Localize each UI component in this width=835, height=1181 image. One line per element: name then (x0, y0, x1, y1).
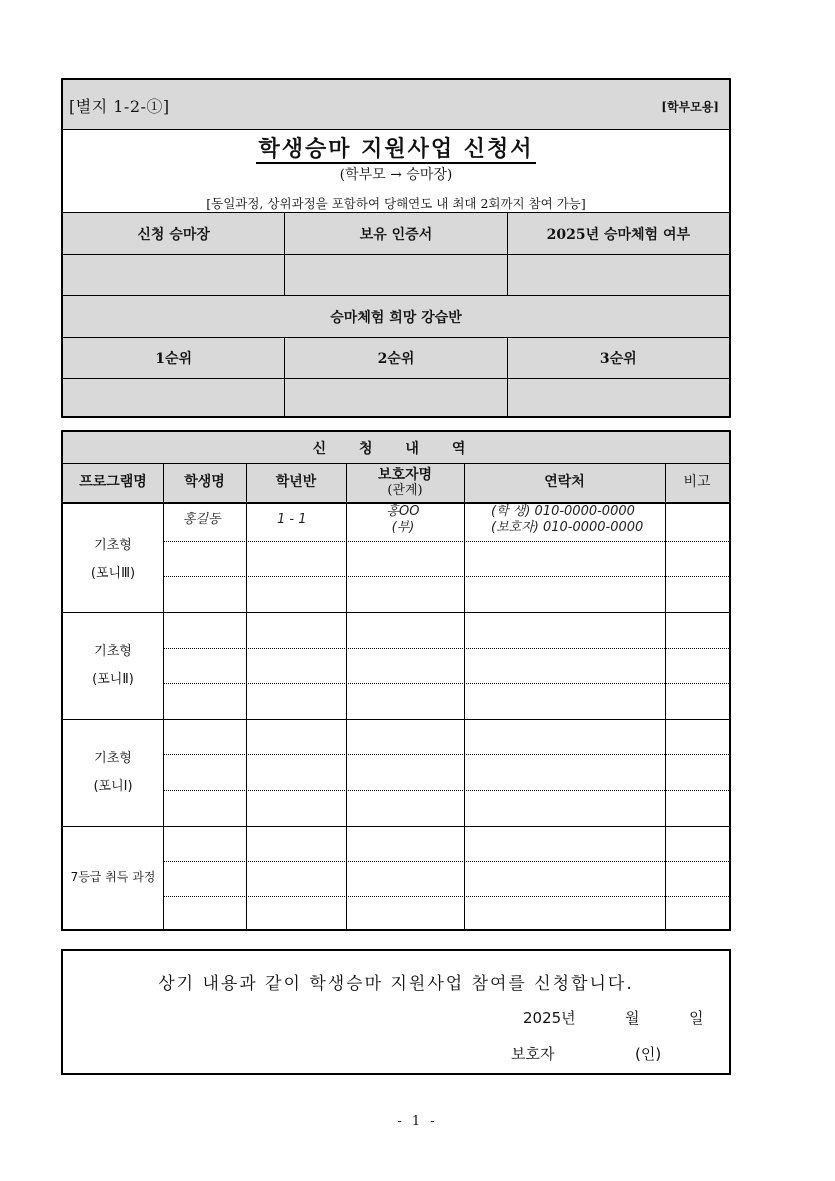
page-subtitle: (학부모 → 승마장) (339, 167, 453, 183)
page-title: 학생승마 지원사업 신청서 (258, 136, 534, 162)
col-guardian-relation: (관계) (387, 482, 423, 498)
riding-center-field[interactable] (63, 255, 284, 295)
application-table-inputs (63, 254, 729, 295)
example-student: 홍길동 (183, 512, 221, 527)
example-guardian: 홍OO (부) (386, 504, 420, 535)
program-group-1: 기초형 (포니Ⅲ) (90, 538, 136, 581)
audience-tag: [학부모용] (661, 100, 719, 114)
experience-field[interactable] (507, 255, 729, 295)
header-certificate: 보유 인증서 (284, 213, 506, 254)
example-contact: (학 생) 010-0000-0000 (보호자) 010-0000-0000 (491, 504, 644, 535)
program-group-3: 기초형 (포니Ⅰ) (93, 751, 133, 794)
header-riding-center: 신청 승마장 (137, 226, 210, 243)
rank-3-header: 3순위 (507, 338, 729, 378)
details-title: 신 청 내 역 (63, 432, 729, 464)
col-contact: 연락처 (464, 464, 665, 504)
application-header-section (61, 78, 731, 418)
rank-header-row (63, 337, 729, 378)
col-guardian-name: 보호자명 (377, 467, 433, 484)
application-table-header (63, 212, 729, 254)
participation-notice: [동일과정, 상위과정을 포함하여 당해연도 내 최대 2회까지 참여 가능] (206, 196, 586, 211)
program-group-4: 7등급 취득 과정 (70, 870, 156, 884)
declaration-section (61, 949, 731, 1075)
declaration-text: 상기 내용과 같이 학생승마 지원사업 참여를 신청합니다. (158, 974, 634, 994)
declaration-day: 일 (689, 1009, 704, 1027)
header-experience-2025: 2025년 승마체험 여부 (507, 213, 729, 254)
col-guardian (346, 464, 464, 504)
preferred-class-title-row (63, 295, 729, 337)
rank-1-field[interactable] (63, 379, 284, 416)
program-group-2: 기초형 (포니Ⅱ) (92, 644, 134, 687)
form-number: [별지 1-2-①] (69, 97, 170, 116)
seal-mark: (인) (635, 1045, 662, 1063)
declaration-year: 2025년 (523, 1009, 576, 1027)
col-note: 비고 (665, 464, 729, 504)
rank-input-row (63, 378, 729, 416)
example-grade-class: 1 - 1 (277, 512, 307, 527)
rank-2-header: 2순위 (284, 338, 506, 378)
application-details-section (61, 430, 731, 931)
form-header-bar (63, 80, 729, 130)
rank-3-field[interactable] (507, 379, 729, 416)
page-number: - 1 - (397, 1114, 438, 1129)
declaration-month: 월 (625, 1009, 640, 1027)
certificate-field[interactable] (284, 255, 506, 295)
col-student: 학생명 (163, 464, 246, 504)
rank-2-field[interactable] (284, 379, 506, 416)
guardian-label: 보호자 (511, 1045, 555, 1063)
preferred-class-title: 승마체험 희망 강습반 (330, 309, 462, 326)
col-grade-class: 학년반 (246, 464, 346, 504)
col-program: 프로그램명 (63, 464, 163, 504)
rank-1-header: 1순위 (155, 351, 193, 367)
